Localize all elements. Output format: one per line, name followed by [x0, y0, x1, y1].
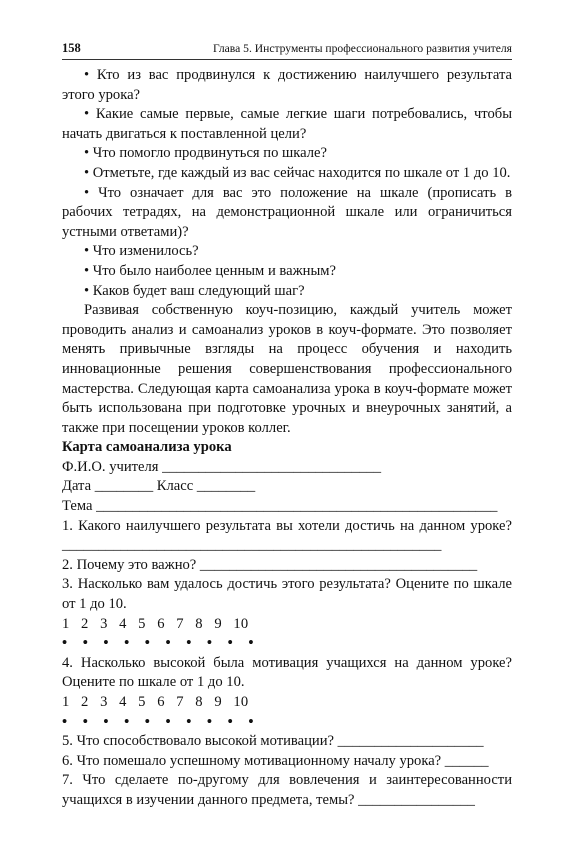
bullet-item: • Что означает для вас это положение на шкале (прописать в рабочих тетрадях, на демонстрационной шкале или ограничиться устными ответами)?	[62, 184, 512, 240]
topic-field: Тема _______________________________________________________	[62, 498, 498, 515]
question-2: 2. Почему это важно? ______________________________________	[62, 556, 478, 573]
bullet-item: • Каков будет ваш следующий шаг?	[84, 282, 305, 299]
chapter-title: Глава 5. Инструменты профессионального развития учителя	[213, 42, 512, 55]
question-5: 5. Что способствовало высокой мотивации? ____________________	[62, 733, 484, 750]
bullet-item: • Что было наиболее ценным и важным?	[84, 262, 336, 279]
bullet-item: • Отметьте, где каждый из вас сейчас находится по шкале от 1 до 10.	[84, 164, 511, 181]
body-paragraph: Развивая собственную коуч-позицию, каждый учитель может проводить анализ и самоанализ уроков в коуч-формате. Это позволяет менять привычные взгляды на процесс обучения и находить инновационные решения совершенствования профессионального мастерства. Следующая карта самоанализа урока в коуч-формате может быть использована при подготовке урочных и внеурочных занятий, а также при посещении уроков коллег.	[62, 302, 512, 436]
page-body	[62, 66, 512, 811]
rating-scale-dots: • • • • • • • • • •	[62, 713, 254, 730]
running-header	[62, 41, 512, 56]
page-number: 158	[62, 41, 81, 55]
form-title: Карта самоанализа урока	[62, 439, 232, 456]
rating-scale-numbers: 1 2 3 4 5 6 7 8 9 10	[62, 694, 249, 710]
question-7: 7. Что сделаете по-другому для вовлечения и заинтересованности учащихся в изучении данного предмета, темы? ________________	[62, 772, 512, 808]
bullet-item: • Что изменилось?	[84, 243, 199, 260]
bullet-item: • Кто из вас продвинулся к достижению наилучшего результата этого урока?	[62, 67, 512, 103]
bullet-item: • Что помогло продвинуться по шкале?	[84, 145, 327, 162]
bullet-item: • Какие самые первые, самые легкие шаги потребовались, чтобы начать двигаться к поставленной цели?	[62, 106, 512, 142]
question-1: 1. Какого наилучшего результата вы хотели достичь на данном уроке? ____________________________________________________	[62, 517, 512, 554]
rating-scale-numbers: 1 2 3 4 5 6 7 8 9 10	[62, 615, 249, 632]
teacher-name-field: Ф.И.О. учителя ______________________________	[62, 458, 382, 475]
question-4: 4. Насколько высокой была мотивация учащихся на данном уроке? Оцените по шкале от 1 до 10.	[62, 654, 512, 691]
question-3: 3. Насколько вам удалось достичь этого результата? Оцените по шкале от 1 до 10.	[62, 576, 512, 613]
date-class-field: Дата ________ Класс ________	[62, 478, 256, 495]
rating-scale-dots: • • • • • • • • • •	[62, 635, 254, 652]
header-divider	[62, 59, 512, 60]
question-6: 6. Что помешало успешному мотивационному началу урока? ______	[62, 752, 489, 769]
